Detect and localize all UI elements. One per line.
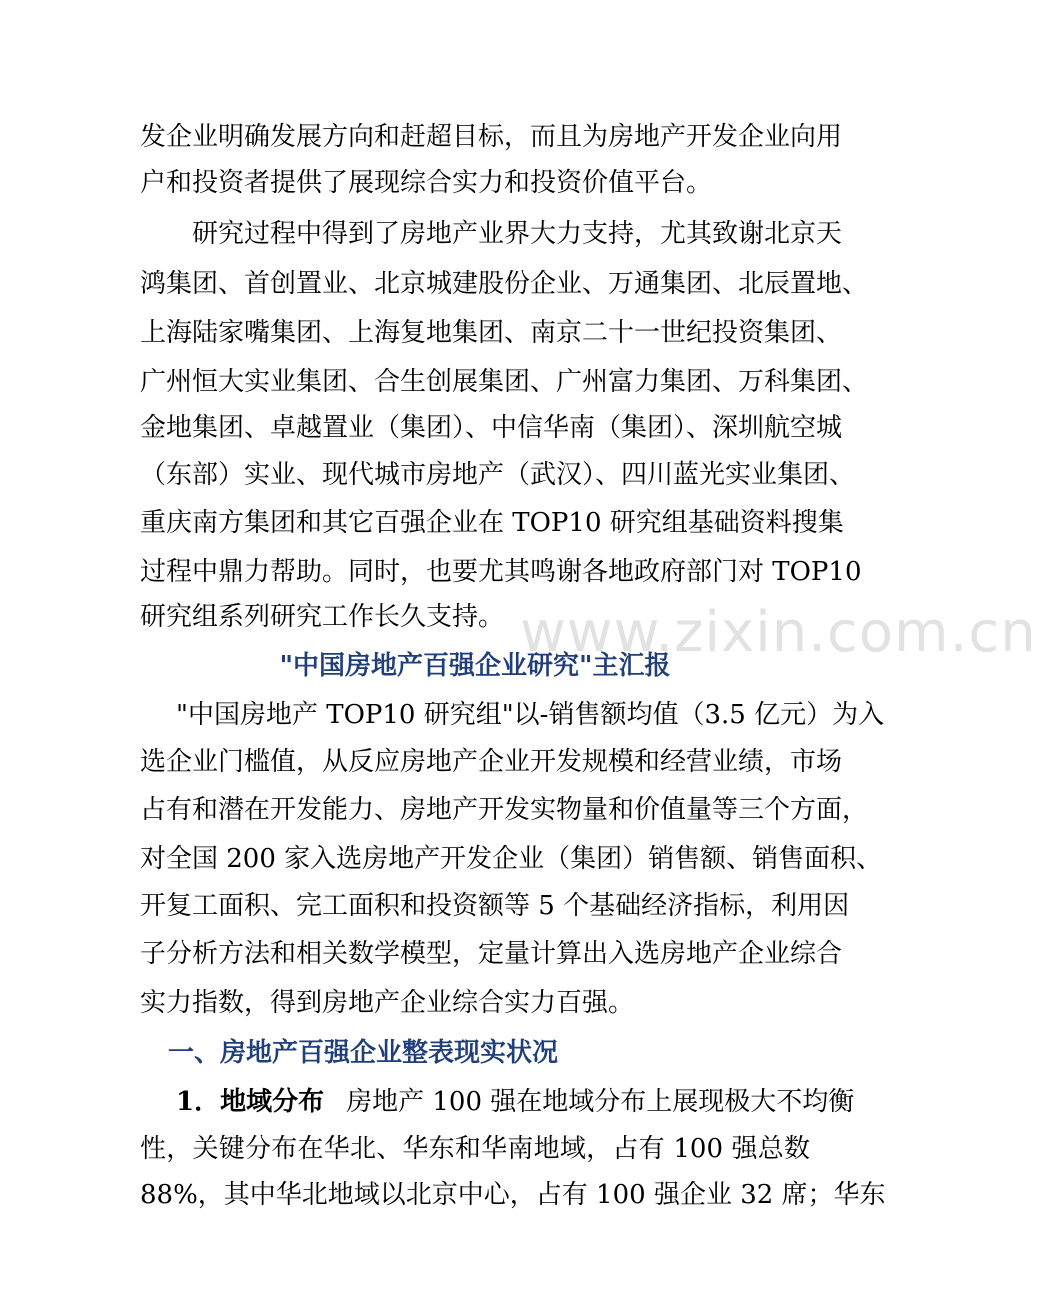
text-line: 88%，其中华北地域以北京中心，占有 100 强企业 32 席；华东 xyxy=(140,1180,886,1210)
watermark: www.zixin.com.cn xyxy=(520,600,1037,665)
subsection-heading: 一、房地产百强企业整表现实状况 xyxy=(168,1038,559,1068)
lead-term: 1．地域分布 xyxy=(176,1087,325,1117)
text-line: 研究过程中得到了房地产业界大力支持，尤其致谢北京天 xyxy=(192,219,843,249)
text-line: 发企业明确发展方向和赶超目标，而且为房地产开发企业向用 xyxy=(140,122,843,152)
text-run: 房地产 100 强在地域分布上展现极大不均衡 xyxy=(346,1087,855,1117)
text-line: 子分析方法和相关数学模型，定量计算出入选房地产企业综合 xyxy=(140,939,843,969)
text-line: 对全国 200 家入选房地产开发企业（集团）销售额、销售面积、 xyxy=(140,844,883,874)
text-line: 金地集团、卓越置业（集团）、中信华南（集团）、深圳航空城 xyxy=(140,413,843,443)
text-line: 研究组系列研究工作长久支持。 xyxy=(140,602,505,632)
text-line xyxy=(176,1082,855,1122)
text-line: 广州恒大实业集团、合生创展集团、广州富力集团、万科集团、 xyxy=(140,367,869,397)
text-line: 上海陆家嘴集团、上海复地集团、南京二十一世纪投资集团、 xyxy=(140,318,843,348)
text-line: 户和投资者提供了展现综合实力和投资价值平台。 xyxy=(140,168,713,198)
text-line: 选企业门槛值，从反应房地产企业开发规模和经营业绩，市场 xyxy=(140,747,843,777)
text-line: （东部）实业、现代城市房地产（武汉）、四川蓝光实业集团、 xyxy=(140,460,856,490)
section-heading: "中国房地产百强企业研究"主汇报 xyxy=(279,651,671,681)
text-line: 鸿集团、首创置业、北京城建股份企业、万通集团、北辰置地、 xyxy=(140,269,869,299)
text-line: 重庆南方集团和其它百强企业在 TOP10 研究组基础资料搜集 xyxy=(140,508,844,538)
text-line: 占有和潜在开发能力、房地产开发实物量和价值量等三个方面， xyxy=(140,795,869,825)
text-line: 开复工面积、完工面积和投资额等 5 个基础经济指标，利用因 xyxy=(140,891,850,921)
text-line: "中国房地产 TOP10 研究组"以-销售额均值（3.5 亿元）为入 xyxy=(176,700,885,730)
text-line: 性，关键分布在华北、华东和华南地域，占有 100 强总数 xyxy=(140,1134,810,1164)
text-line: 实力指数，得到房地产企业综合实力百强。 xyxy=(140,988,635,1018)
text-line: 过程中鼎力帮助。同时，也要尤其鸣谢各地政府部门对 TOP10 xyxy=(140,557,862,587)
